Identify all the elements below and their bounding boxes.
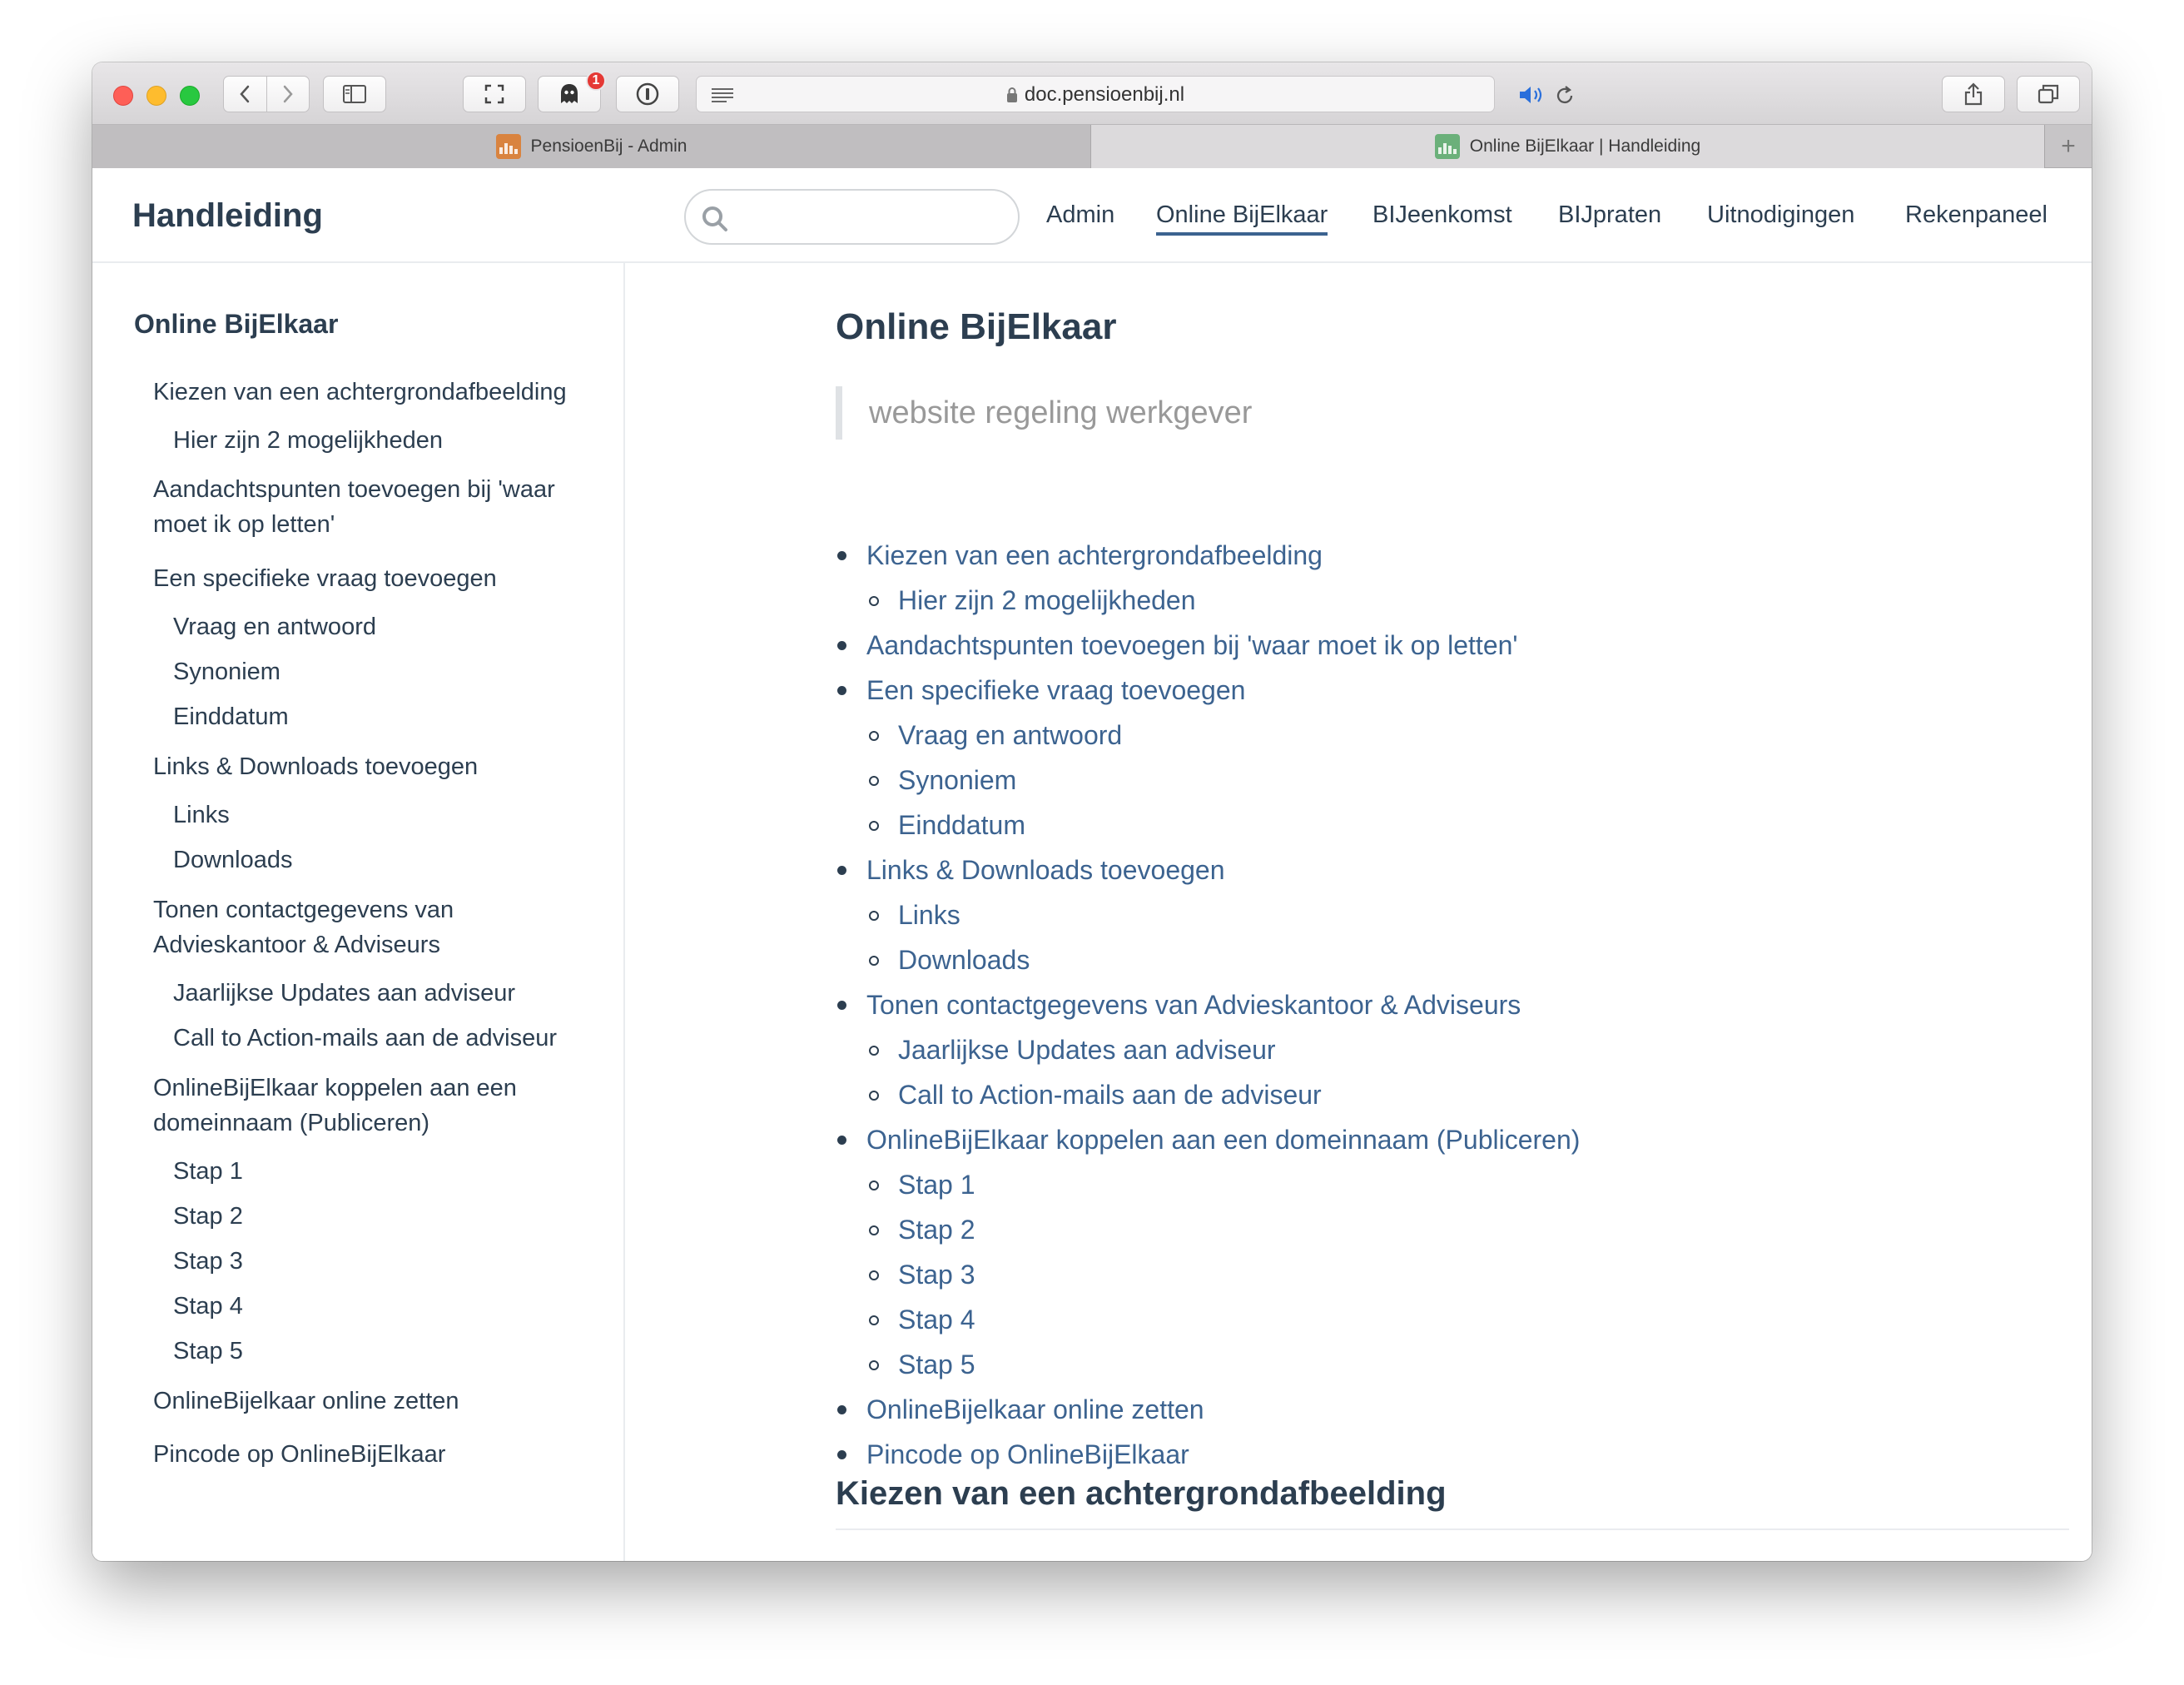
address-bar[interactable] [696,76,1495,112]
page-title: Online BijElkaar [836,306,1117,347]
main-content [625,263,2092,1561]
sidebar-subitem[interactable]: Stap 2 [173,1203,243,1230]
list-circle [869,1091,879,1101]
new-tab-button[interactable]: + [2044,125,2092,168]
sidebar-subitem[interactable]: Stap 3 [173,1248,243,1275]
share-icon [1963,82,1983,107]
toc-sublink[interactable]: Downloads [898,945,1030,975]
tab-overview-button[interactable] [2017,76,2080,112]
sidebar-toggle-button[interactable] [323,76,386,112]
list-bullet [837,1136,846,1145]
nav-link-online-bijelkaar[interactable]: Online BijElkaar [1156,201,1328,236]
list-circle [869,1315,879,1325]
sidebar-item[interactable]: Kiezen van een achtergrondafbeelding [153,379,567,405]
list-circle [869,731,879,741]
close-window-button[interactable] [113,86,133,106]
toc-link[interactable]: Pincode op OnlineBijElkaar [866,1439,1189,1469]
section-heading: Kiezen van een achtergrondafbeelding [836,1475,1447,1512]
expand-icon [483,82,506,106]
onepassword-icon [635,82,660,107]
back-button[interactable] [224,77,266,112]
toc-sublink[interactable]: Stap 1 [898,1170,975,1200]
sidebar-subitem[interactable]: Call to Action-mails aan de adviseur [173,1025,558,1051]
toc-sublink[interactable]: Synoniem [898,765,1017,795]
fullscreen-extension-button[interactable] [463,76,526,112]
tab-label: PensioenBij - Admin [530,137,687,156]
site-brand[interactable]: Handleiding [132,197,323,234]
url-display [697,77,1494,113]
tab-bar [92,125,2092,168]
tab-label: Online BijElkaar | Handleiding [1469,137,1701,156]
site-header [92,168,2092,263]
browser-window [92,62,2092,1561]
history-nav-group [223,76,310,112]
tabs-icon [2037,83,2060,105]
list-bullet [837,1450,846,1459]
list-circle [869,776,879,786]
web-page [92,168,2092,1561]
toc-sublink[interactable]: Links [898,900,960,930]
toc-sublink[interactable]: Hier zijn 2 mogelijkheden [898,585,1196,615]
list-circle [869,911,879,921]
toc-link[interactable]: OnlineBijelkaar online zetten [866,1394,1204,1424]
sidebar-subitem[interactable]: Downloads [173,847,293,873]
list-circle [869,1225,879,1235]
share-button[interactable] [1942,76,2005,112]
toc-link[interactable]: Tonen contactgegevens van Advieskantoor & Adviseurs [866,990,1521,1020]
list-bullet [837,1405,846,1414]
toc-sublink[interactable]: Call to Action-mails aan de adviseur [898,1080,1322,1110]
list-circle [869,956,879,966]
chevron-left-icon [238,84,251,104]
sidebar-item[interactable]: Links & Downloads toevoegen [153,753,479,780]
list-bullet [837,551,846,560]
sidebar-item[interactable]: Aandachtspunten toevoegen bij 'waar moet ik op letten' [153,476,555,538]
sidebar-subitem[interactable]: Jaarlijkse Updates aan adviseur [173,980,516,1007]
page-subtitle-quote: website regeling werkgever [836,386,1502,440]
sidebar-subitem[interactable]: Stap 5 [173,1338,243,1364]
tab-pensioenbij-admin[interactable] [92,125,1091,168]
section-divider [836,1528,2069,1530]
sidebar-subitem[interactable]: Synoniem [173,659,280,685]
nav-link-uitnodigingen[interactable]: Uitnodigingen [1707,201,1855,228]
sidebar-item[interactable]: OnlineBijElkaar koppelen aan een domeinnaam (Publiceren) [153,1075,517,1136]
toc-sublink[interactable]: Stap 5 [898,1349,975,1379]
toc-sublink[interactable]: Stap 4 [898,1305,975,1335]
sidebar-item[interactable]: Pincode op OnlineBijElkaar [153,1441,446,1468]
toc-link[interactable]: Kiezen van een achtergrondafbeelding [866,540,1323,570]
sidebar-icon [342,84,367,104]
toc-sublink[interactable]: Stap 2 [898,1215,975,1245]
sidebar-subitem[interactable]: Stap 4 [173,1293,243,1320]
lock-icon [1006,87,1018,103]
sidebar-item[interactable]: OnlineBijelkaar online zetten [153,1388,459,1414]
list-circle [869,1270,879,1280]
list-circle [869,1360,879,1370]
ghost-icon [558,82,580,106]
list-bullet [837,866,846,875]
url-text: doc.pensioenbij.nl [1024,83,1185,106]
toc-sublink[interactable]: Jaarlijkse Updates aan adviseur [898,1035,1276,1065]
list-circle [869,821,879,831]
toc-link[interactable]: OnlineBijElkaar koppelen aan een domeinnaam (Publiceren) [866,1125,1581,1155]
forward-button[interactable] [266,77,309,112]
toc-link[interactable]: Links & Downloads toevoegen [866,855,1225,885]
pensioenbij-favicon-icon [496,134,521,159]
tab-online-bijelkaar[interactable] [1091,125,2044,168]
sidebar [92,263,625,1561]
sidebar-subitem[interactable]: Links [173,802,230,828]
sidebar-item[interactable]: Een specifieke vraag toevoegen [153,565,497,592]
sidebar-subitem[interactable]: Stap 1 [173,1158,243,1185]
sidebar-subitem[interactable]: Vraag en antwoord [173,614,376,640]
list-circle [869,1046,879,1056]
toc-sublink[interactable]: Stap 3 [898,1260,975,1290]
list-circle [869,1180,879,1190]
sidebar-subitem[interactable]: Hier zijn 2 mogelijkheden [173,427,443,454]
nav-link-bijpraten[interactable]: BIJpraten [1558,201,1662,228]
list-circle [869,596,879,606]
nav-link-bijeenkomst[interactable]: BIJeenkomst [1372,201,1512,228]
password-manager-button[interactable] [616,76,679,112]
handleiding-favicon-icon [1435,134,1460,159]
list-bullet [837,641,846,650]
zoom-window-button[interactable] [180,86,200,106]
sidebar-subitem[interactable]: Einddatum [173,703,289,730]
chevron-right-icon [281,84,295,104]
search-icon [701,205,729,233]
toc-sublink[interactable]: Vraag en antwoord [898,720,1123,750]
list-bullet [837,1001,846,1010]
list-bullet [837,686,846,695]
search-input[interactable] [684,189,1020,245]
browser-toolbar [92,62,2092,125]
minimize-window-button[interactable] [146,86,166,106]
reload-icon[interactable] [1554,85,1576,107]
sidebar-item[interactable]: Tonen contactgegevens van Advieskantoor & Adviseurs [153,897,454,958]
toc-sublink[interactable]: Einddatum [898,810,1025,840]
toc-link[interactable]: Een specifieke vraag toevoegen [866,675,1246,705]
nav-link-rekenpaneel[interactable]: Rekenpaneel [1905,201,2048,228]
toc-link[interactable]: Aandachtspunten toevoegen bij 'waar moet ik op letten' [866,630,1518,660]
sidebar-title[interactable]: Online BijElkaar [134,309,339,339]
notification-badge: 1 [586,71,606,91]
speaker-icon[interactable] [1517,85,1546,105]
nav-link-admin[interactable]: Admin [1046,201,1115,228]
